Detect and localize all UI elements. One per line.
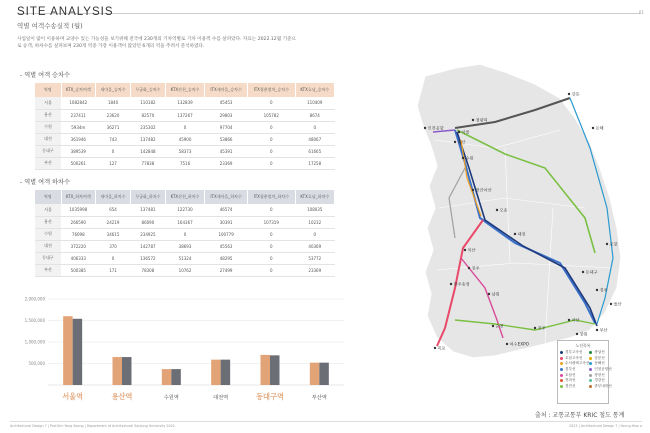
legend-label: 수서평택고속선 (565, 361, 590, 366)
y-tick-label: 1,000,000 (24, 339, 45, 345)
table-cell: 0 (248, 121, 296, 133)
table-cell: 17258 (295, 157, 334, 169)
station-dot (592, 127, 594, 129)
station-name-cell: 대전 (35, 133, 61, 145)
table-header-cell: 역명 (35, 190, 61, 204)
legend-dot-icon (560, 379, 563, 382)
legend-dot-icon (589, 379, 592, 382)
table-cell: 107319 (248, 216, 296, 228)
table-cell: 10762 (165, 264, 204, 276)
korea-rail-map-svg (385, 58, 635, 368)
page-title: SITE ANALYSIS (17, 6, 114, 18)
table-cell: 0 (248, 264, 296, 276)
table-cell: 0 (295, 121, 334, 133)
station-name-cell: 서울 (35, 204, 61, 216)
station-label: 광주송정 (453, 281, 470, 287)
table-row (35, 133, 335, 145)
station-dot (464, 249, 466, 251)
table-cell: 38693 (165, 240, 204, 252)
table-cell: 10232 (295, 216, 334, 228)
table-cell: 7516 (165, 157, 204, 169)
station-dot (434, 347, 436, 349)
station-label: 순천 (495, 323, 504, 329)
table-cell: 0 (165, 228, 204, 240)
table-cell: 46574 (205, 204, 248, 216)
station-label: 동해 (595, 125, 604, 131)
station-label: 마산 (571, 317, 580, 323)
station-dot (468, 267, 470, 269)
table-row (35, 145, 335, 157)
station-name-cell: 대전 (35, 240, 61, 252)
page-subtitle: 역별 여객수송실적 (월) (17, 22, 83, 30)
station-dot (458, 131, 460, 133)
legend-label: 호남선 (565, 372, 576, 377)
table-cell: 27499 (205, 264, 248, 276)
legend-label: 전라선 (565, 378, 576, 383)
table-cell: 0 (248, 204, 296, 216)
table-cell: 370 (96, 240, 131, 252)
table-cell: 654 (96, 204, 131, 216)
station-dot (514, 233, 516, 235)
station-label: 창원 (579, 331, 588, 337)
passenger-bar-chart (8, 293, 350, 413)
table-cell: 0 (248, 157, 296, 169)
table-cell: 500385 (61, 264, 96, 276)
legend-label: 호남고속선 (565, 355, 583, 360)
station-label: 남원 (491, 291, 500, 297)
table-cell: 235302 (130, 121, 165, 133)
legend-item (560, 361, 589, 367)
bar (211, 360, 221, 385)
station-label: 여수EXPO (509, 341, 529, 347)
table-cell: 51324 (165, 252, 204, 264)
table-header-cell: KTX_승차여객 (61, 83, 96, 97)
station-name-cell: 부산 (35, 264, 61, 276)
table-row (35, 109, 335, 121)
table-cell: 234925 (130, 228, 165, 240)
legend-item (560, 384, 589, 390)
table-row (35, 121, 335, 133)
y-tick-label: 1,500,000 (24, 318, 45, 323)
table-cell: 97704 (205, 121, 248, 133)
table-header-cell: KTX호남_승차수 (295, 83, 334, 97)
table-cell: 127 (96, 157, 131, 169)
table-cell: 48067 (295, 133, 334, 145)
table-header-cell: 무궁화_하차수 (130, 190, 165, 204)
intro-paragraph: 사업일이 많이 이용하며 교양수 있는 가능성을 보기위해 전국에 230개의 기차역별로 기차 이용객 수를 살펴았다. 자료는 2022.12월 기준으로 승객, 하차수를 살펴보며 230개 역중 가장 이용객이 많았던 6개의 역을 추려서 분석하였다. (17, 37, 296, 50)
table-cell: 77838 (130, 157, 165, 169)
bar (122, 357, 132, 385)
station-dot (472, 119, 474, 121)
legend-dot-icon (589, 351, 592, 354)
table-header-cell: 새마을_승차수 (96, 83, 131, 97)
table-cell: 45900 (165, 133, 204, 145)
table-header-cell: 역명 (35, 83, 61, 97)
legend-dot-icon (560, 362, 563, 365)
station-label: 전주 (471, 265, 480, 271)
table-cell: 1840 (96, 97, 131, 109)
station-label: 경주 (599, 287, 608, 293)
table-cell: 53866 (205, 133, 248, 145)
table-cell: 361946 (61, 133, 96, 145)
table-cell: 45563 (205, 240, 248, 252)
table-cell: 110182 (130, 97, 165, 109)
table-cell: 34615 (96, 228, 131, 240)
source-note: 출처 : 교통교통부 KRIC 철도 통계 (535, 412, 625, 419)
table-cell: 500261 (61, 157, 96, 169)
legend-label: 강릉선 (594, 355, 605, 360)
bar (113, 357, 123, 385)
table-cell: 372220 (61, 240, 96, 252)
legend-dot-icon (589, 368, 592, 371)
table-cell: 164367 (165, 216, 204, 228)
table-cell: 0 (165, 121, 204, 133)
table-cell: 171 (96, 264, 131, 276)
table-cell: 0 (248, 252, 296, 264)
bar (319, 363, 329, 385)
footer-left: Architectural Design 7 | Prof.Kim Yong Seong | Department of Architectural Sanjung University 2024 (10, 424, 175, 428)
station-dot (424, 127, 426, 129)
table-header-row (35, 190, 335, 204)
bar (221, 360, 231, 385)
table-cell: 142787 (130, 240, 165, 252)
table-cell: 82570 (130, 109, 165, 121)
x-category-label: 용산역 (111, 392, 133, 401)
station-name-cell: 동대구 (35, 252, 61, 264)
table-cell: 0 (248, 240, 296, 252)
station-dot (488, 293, 490, 295)
x-category-label: 수원역 (163, 395, 179, 401)
table-cell: 29803 (205, 109, 248, 121)
station-label: 용산 (457, 139, 466, 145)
station-label: 동대구 (585, 269, 598, 275)
station-name-cell: 동대구 (35, 145, 61, 157)
legend-dot-icon (589, 385, 592, 388)
station-label: 오송 (499, 207, 508, 213)
table-cell: 266590 (61, 216, 96, 228)
legend-dot-icon (589, 362, 592, 365)
table-header-cell: KTX_하차여객 (61, 190, 96, 204)
station-dot (506, 343, 508, 345)
station-label: 수원 (465, 155, 474, 161)
station-dot (568, 93, 570, 95)
table-cell: 23369 (295, 264, 334, 276)
rail-legend (557, 340, 612, 404)
station-dot (450, 283, 452, 285)
table-cell: 137481 (130, 204, 165, 216)
boarding-table (35, 83, 335, 170)
table-cell: 23369 (205, 157, 248, 169)
legend-label: 인천공항선 (594, 367, 612, 372)
station-label: 천안아산 (475, 187, 492, 193)
page-number: 01 (638, 10, 644, 15)
station-label: 대전 (517, 231, 526, 237)
table-cell: 1082842 (61, 97, 96, 109)
station-dot (610, 303, 612, 305)
y-tick-label: 500,000 (28, 361, 45, 366)
table-cell: 100779 (205, 228, 248, 240)
table-row (35, 204, 335, 216)
station-dot (606, 243, 608, 245)
table-cell: 58373 (165, 145, 204, 157)
station-name-cell: 수원 (35, 228, 61, 240)
table-cell: 48295 (205, 252, 248, 264)
alighting-heading: - 역별 여객 하차수 (20, 179, 70, 186)
table-header-cell: 새마을_하차수 (96, 190, 131, 204)
table-cell: 23620 (96, 109, 131, 121)
table-cell: 76098 (61, 228, 96, 240)
station-dot (454, 141, 456, 143)
legend-dot-icon (560, 357, 563, 360)
station-name-cell: 부산 (35, 157, 61, 169)
station-name-cell: 용산 (35, 216, 61, 228)
legend-dot-icon (560, 374, 563, 377)
table-cell: 45391 (205, 145, 248, 157)
table-cell: 108035 (295, 204, 334, 216)
table-header-cell: ITX청춘열차_승차수 (248, 83, 296, 97)
table-cell: 389539 (61, 145, 96, 157)
table-header-cell: ITX새마을_승차수 (205, 83, 248, 97)
table-cell: 237411 (61, 109, 96, 121)
table-cell: 132839 (165, 97, 204, 109)
table-header-cell: KTX산천_하차수 (165, 190, 204, 204)
bar (171, 369, 181, 385)
legend-label: 중앙선 (594, 350, 605, 355)
table-cell: 8674 (295, 109, 334, 121)
station-dot (596, 329, 598, 331)
bar (63, 316, 73, 385)
table-cell: 0 (248, 97, 296, 109)
table-cell: 86090 (130, 216, 165, 228)
station-label: 강릉 (571, 91, 580, 97)
station-label: 부산 (599, 327, 608, 333)
table-cell: 142848 (130, 145, 165, 157)
x-category-label: 대전역 (213, 395, 229, 401)
table-header-row (35, 83, 335, 97)
table-cell: 137267 (165, 109, 204, 121)
table-cell: 61665 (295, 145, 334, 157)
legend-label: 경전선 (565, 383, 576, 388)
station-dot (582, 271, 584, 273)
station-dot (492, 325, 494, 327)
table-cell: 0 (248, 145, 296, 157)
station-label: 울산 (613, 301, 622, 307)
table-cell: 24219 (96, 216, 131, 228)
alighting-table (35, 190, 335, 277)
table-cell: 40369 (295, 240, 334, 252)
station-label: 인천공항 (427, 125, 444, 131)
table-cell: 45453 (205, 97, 248, 109)
table-header-cell: ITX청춘열차_하차수 (248, 190, 296, 204)
legend-dot-icon (560, 351, 563, 354)
legend-title: 노선목록 (575, 343, 591, 348)
table-header-cell: ITX새마을_하차수 (205, 190, 248, 204)
bar-chart-svg (8, 293, 350, 413)
station-label: 서울 (461, 129, 470, 135)
station-dot (462, 157, 464, 159)
table-row (35, 228, 335, 240)
table-cell: 5934m (61, 121, 96, 133)
station-label: 진주 (537, 325, 546, 331)
table-row (35, 240, 335, 252)
table-cell: 30391 (205, 216, 248, 228)
bar (162, 369, 172, 385)
legend-dot-icon (560, 385, 563, 388)
station-dot (576, 333, 578, 335)
rail-map (385, 58, 635, 368)
bar (270, 355, 280, 385)
table-cell: 78308 (130, 264, 165, 276)
table-cell: 0 (248, 228, 296, 240)
table-header-cell: KTX산천_승차수 (165, 83, 204, 97)
legend-dot-icon (560, 368, 563, 371)
station-dot (472, 189, 474, 191)
station-name-cell: 서울 (35, 97, 61, 109)
legend-dot-icon (589, 374, 592, 377)
station-name-cell: 수원 (35, 121, 61, 133)
table-header-cell: 무궁화_승차수 (130, 83, 165, 97)
bar (310, 363, 320, 385)
bar (261, 355, 271, 385)
legend-column-1 (560, 350, 589, 389)
legend-label: 경강선 (594, 378, 605, 383)
table-cell: 105782 (248, 109, 296, 121)
table-cell: 0 (96, 145, 131, 157)
table-cell: 53772 (295, 252, 334, 264)
legend-item (589, 384, 611, 390)
table-cell: 406333 (61, 252, 96, 264)
y-tick-label: 2,000,000 (24, 296, 45, 302)
table-cell: 1035998 (61, 204, 96, 216)
legend-column-2 (589, 350, 611, 389)
station-label: 목포 (437, 345, 446, 351)
table-row (35, 252, 335, 264)
table-row (35, 97, 335, 109)
table-cell: 137482 (130, 133, 165, 145)
table-cell: 0 (295, 228, 334, 240)
station-dot (596, 289, 598, 291)
station-dot (568, 319, 570, 321)
legend-dot-icon (589, 357, 592, 360)
table-row (35, 264, 335, 276)
table-cell: 110409 (295, 97, 334, 109)
table-cell: 0 (248, 133, 296, 145)
x-category-label: 서울역 (62, 392, 84, 401)
station-label: 포항 (609, 241, 618, 247)
legend-label: 경부고속선 (565, 350, 583, 355)
station-label: 청량리 (475, 117, 488, 123)
station-label: 익산 (467, 247, 476, 253)
table-cell: 122730 (165, 204, 204, 216)
table-cell: 743 (96, 133, 131, 145)
table-header-cell: KTX호남_하차수 (295, 190, 334, 204)
footer-rule (10, 421, 642, 422)
table-row (35, 157, 335, 169)
x-category-label: 부산역 (311, 395, 327, 401)
station-dot (496, 209, 498, 211)
legend-label: 장항선 (594, 372, 605, 377)
bar (73, 319, 83, 385)
legend-label: 경부선 (565, 367, 576, 372)
table-row (35, 216, 335, 228)
table-cell: 0 (96, 252, 131, 264)
boarding-heading: - 역별 여객 승차수 (20, 72, 70, 79)
station-dot (534, 327, 536, 329)
station-name-cell: 용산 (35, 109, 61, 121)
table-cell: 136572 (130, 252, 165, 264)
legend-label: 동해선 (594, 361, 605, 366)
legend-label: 중부내륙선 (594, 383, 612, 388)
table-cell: 36271 (96, 121, 131, 133)
footer-right: 2023 | Architectural Design 7 | Young-Hwa o (569, 424, 642, 428)
x-category-label: 동대구역 (256, 392, 284, 401)
